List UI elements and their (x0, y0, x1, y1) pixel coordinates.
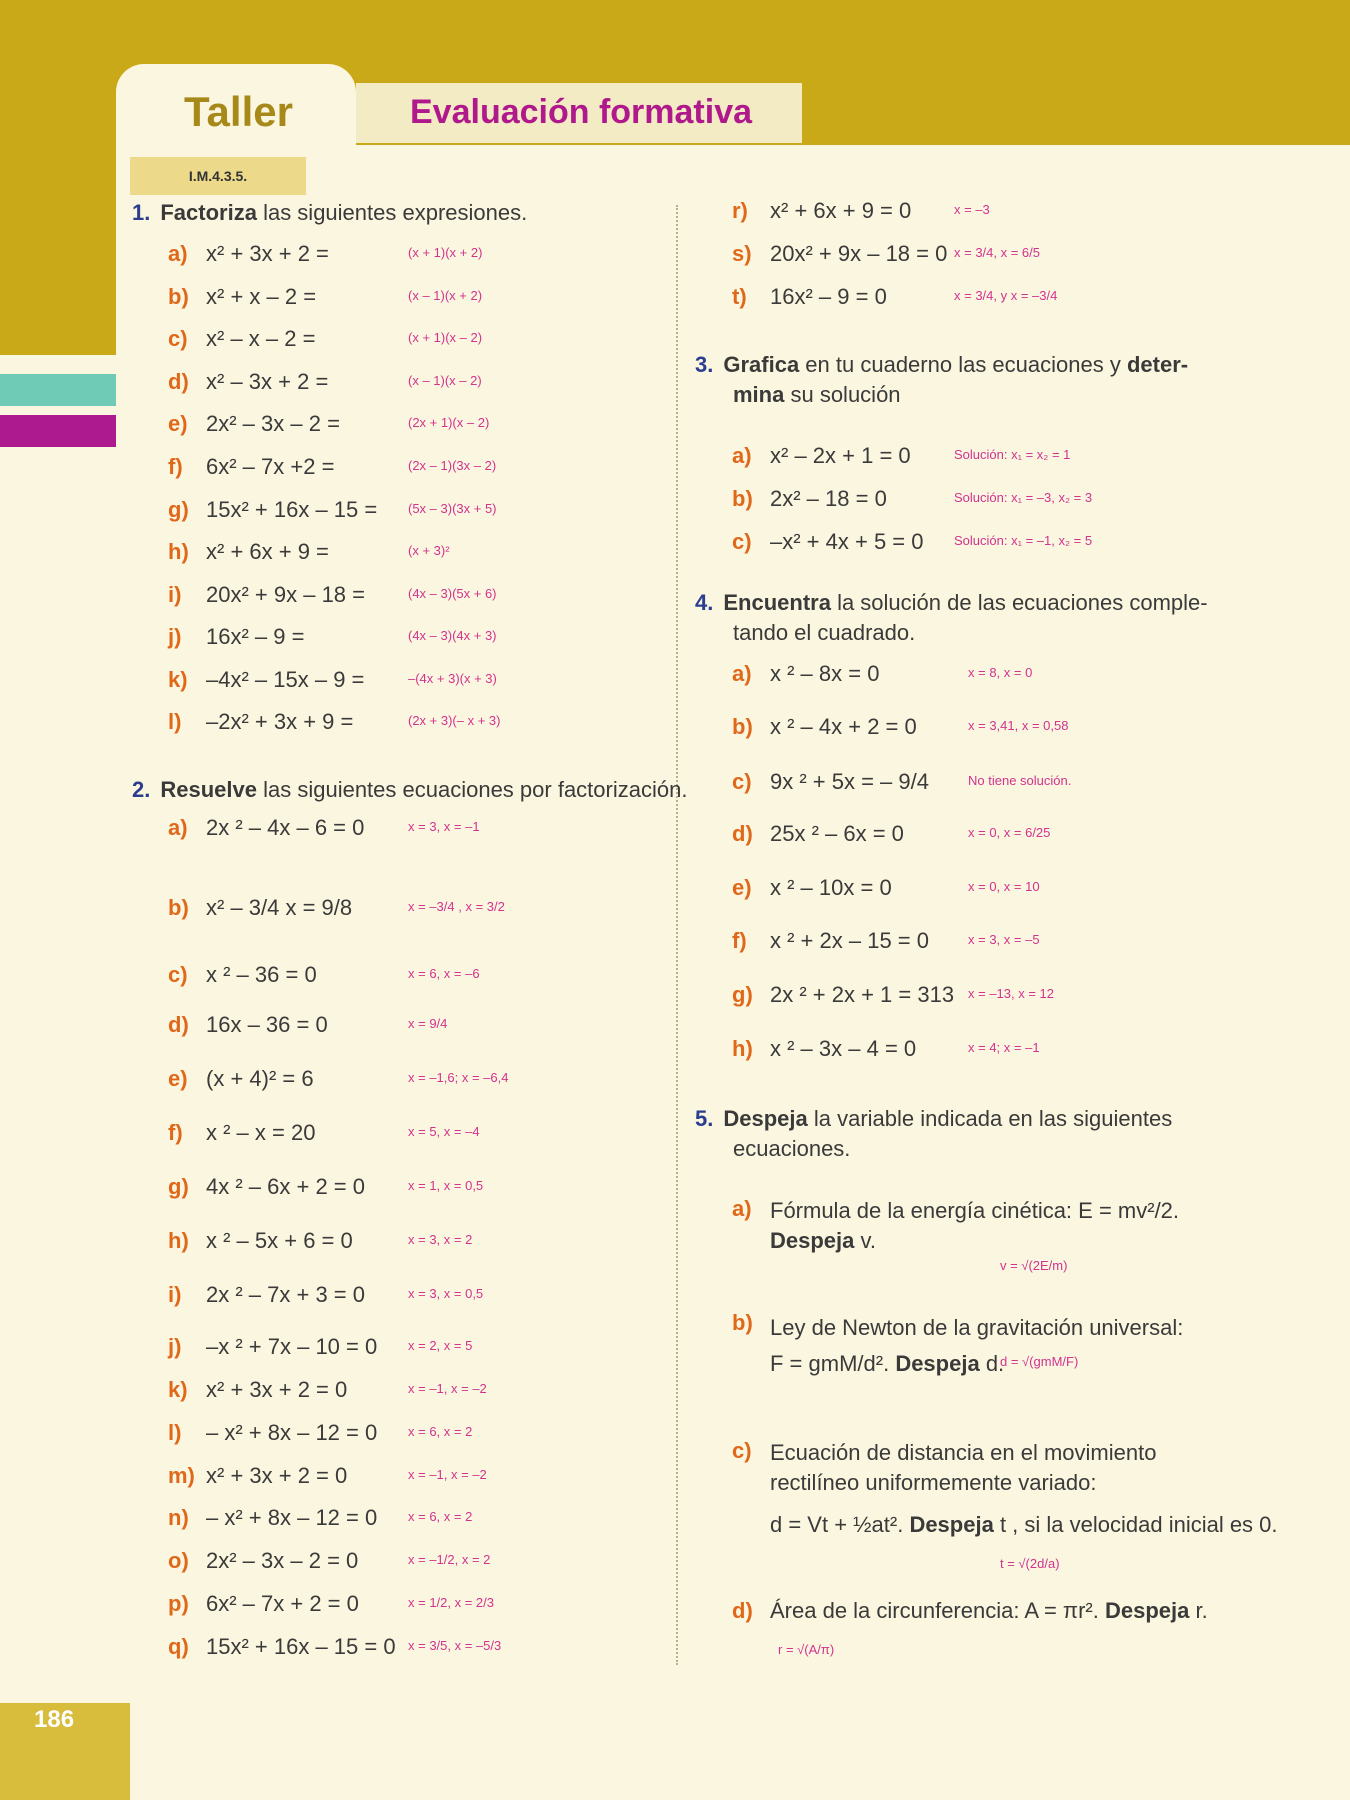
item-answer: (x + 3)² (408, 543, 450, 558)
item-expression: 16x² – 9 = 0 (770, 284, 887, 309)
item-expression: –4x² – 15x – 9 = (206, 667, 365, 692)
q4-number: 4. (695, 590, 714, 615)
item-answer: x = –13, x = 12 (968, 986, 1055, 1001)
item-expression: x² + 3x + 2 = 0 (206, 1377, 348, 1402)
item-label: b) (732, 486, 753, 511)
item-expression: x ² – 5x + 6 = 0 (206, 1228, 353, 1253)
item-expression: 16x² – 9 = (206, 624, 305, 649)
item-answer: x = 3, x = –1 (408, 819, 480, 834)
q5-text2: ecuaciones. (733, 1136, 851, 1161)
item-answer: x = –3/4 , x = 3/2 (408, 899, 505, 914)
q2-item (168, 962, 668, 998)
q1-text: las siguientes expresiones. (256, 200, 528, 225)
page-number: 186 (34, 1706, 75, 1733)
item-expression: 2x² – 3x – 2 = 0 (206, 1548, 359, 1573)
q5c-answer: t = √(2d/a) (1000, 1556, 1060, 1571)
item-label: k) (168, 1377, 188, 1402)
item-expression: 2x ² – 7x + 3 = 0 (206, 1282, 365, 1307)
item-label: d) (168, 369, 189, 394)
item-label: h) (732, 1036, 753, 1061)
q4-item (732, 821, 1232, 857)
item-expression: x² + 6x + 9 = (206, 539, 329, 564)
q2-item (168, 1334, 668, 1370)
item-answer: x = 3,41, x = 0,58 (968, 718, 1069, 733)
item-expression: x² + 3x + 2 = (206, 241, 329, 266)
item-label: r) (732, 198, 748, 223)
item-label: l) (168, 709, 182, 734)
item-expression: 16x – 36 = 0 (206, 1012, 328, 1037)
item-label: c) (732, 769, 752, 794)
item-label: e) (732, 875, 752, 900)
item-label: c) (168, 962, 188, 987)
item-answer: x = –1, x = –2 (408, 1467, 487, 1482)
item-answer: x = 6, x = 2 (408, 1509, 473, 1524)
q4-item (732, 1036, 1232, 1072)
item-expression: x ² – 10x = 0 (770, 875, 892, 900)
item-label: a) (732, 661, 752, 686)
q5c-text2: rectilíneo uniformemente variado: (770, 1470, 1097, 1495)
item-label: a) (732, 1196, 752, 1221)
item-answer: (x – 1)(x + 2) (408, 288, 483, 303)
q2-item (168, 1066, 668, 1102)
item-expression: 15x² + 16x – 15 = (206, 497, 378, 522)
q2-item (168, 1377, 668, 1413)
item-label: e) (168, 411, 188, 436)
item-label: b) (168, 284, 189, 309)
item-label: e) (168, 1066, 188, 1091)
item-answer: (x – 1)(x – 2) (408, 373, 482, 388)
q3-item (732, 443, 1232, 479)
item-label: q) (168, 1634, 189, 1659)
q5-text: la variable indicada en las siguientes (807, 1106, 1173, 1131)
item-answer: x = 3, x = 0,5 (408, 1286, 484, 1301)
q3-verb2: deter- (1126, 352, 1189, 377)
q2-item (168, 815, 668, 851)
q4-item (732, 875, 1232, 911)
skill-code: I.M.4.3.5. (130, 157, 306, 195)
item-label: j) (168, 624, 182, 649)
item-expression: 20x² + 9x – 18 = 0 (770, 241, 948, 266)
item-answer: x = 3/4, y x = –3/4 (954, 288, 1058, 303)
item-answer: x = 8, x = 0 (968, 665, 1033, 680)
q1-item (168, 454, 668, 490)
item-answer: Solución: x₁ = x₂ = 1 (954, 447, 1071, 462)
q2-item (168, 1548, 668, 1584)
item-label: g) (168, 497, 189, 522)
item-label: f) (168, 1120, 183, 1145)
item-expression: x² + x – 2 = (206, 284, 317, 309)
item-label: h) (168, 539, 189, 564)
item-answer: x = 9/4 (408, 1016, 448, 1031)
q4-text2: tando el cuadrado. (733, 620, 916, 645)
q4-item (732, 928, 1232, 964)
q5d-verb: Despeja (1104, 1598, 1190, 1623)
item-label: k) (168, 667, 188, 692)
item-expression: – x² + 8x – 12 = 0 (206, 1505, 378, 1530)
item-label: b) (168, 895, 189, 920)
item-label: f) (168, 454, 183, 479)
magenta-marker (0, 415, 116, 447)
q4-text: la solución de las ecuaciones comple- (830, 590, 1208, 615)
item-expression: 9x ² + 5x = – 9/4 (770, 769, 929, 794)
item-expression: 4x ² – 6x + 2 = 0 (206, 1174, 365, 1199)
item-answer: (x + 1)(x – 2) (408, 330, 483, 345)
item-answer: Solución: x₁ = –1, x₂ = 5 (954, 533, 1093, 548)
q4-heading (695, 588, 1235, 648)
item-answer: x = –3 (954, 202, 990, 217)
item-label: a) (168, 241, 188, 266)
item-expression: x² – x – 2 = (206, 326, 316, 351)
item-answer: x = 6, x = 2 (408, 1424, 473, 1439)
q1-item (168, 582, 668, 618)
item-expression: – x² + 8x – 12 = 0 (206, 1420, 378, 1445)
q3-item (732, 529, 1232, 565)
item-expression: 6x² – 7x +2 = (206, 454, 335, 479)
item-answer: x = 5, x = –4 (408, 1124, 480, 1139)
item-label: d) (732, 1598, 753, 1623)
item-expression: x² – 3x + 2 = (206, 369, 329, 394)
q5c-text: Ecuación de distancia en el movimiento (770, 1440, 1157, 1465)
item-answer: x = 2, x = 5 (408, 1338, 473, 1353)
q2-number: 2. (132, 777, 151, 802)
item-label: h) (168, 1228, 189, 1253)
q1-item (168, 411, 668, 447)
item-expression: x² + 3x + 2 = 0 (206, 1463, 348, 1488)
q2-item (168, 1174, 668, 1210)
q1-number: 1. (132, 200, 151, 225)
left-band (0, 145, 116, 355)
item-answer: x = 3/4, x = 6/5 (954, 245, 1040, 260)
item-answer: (2x + 1)(x – 2) (408, 415, 490, 430)
item-expression: x ² – x = 20 (206, 1120, 316, 1145)
item-expression: x² + 6x + 9 = 0 (770, 198, 912, 223)
q1-item (168, 284, 668, 320)
q5a-formula: E = mv²/2. (1078, 1198, 1180, 1223)
q5a-text: Fórmula de la energía cinética: (770, 1198, 1079, 1223)
item-expression: x ² – 3x – 4 = 0 (770, 1036, 917, 1061)
column-divider (676, 205, 678, 1665)
item-answer: No tiene solución. (968, 773, 1072, 788)
q5b-text: Ley de Newton de la gravitación universal: (770, 1315, 1184, 1340)
item-expression: x ² – 36 = 0 (206, 962, 317, 987)
q4-item (732, 982, 1232, 1018)
item-answer: (x + 1)(x + 2) (408, 245, 483, 260)
item-label: l) (168, 1420, 182, 1445)
q1-item (168, 624, 668, 660)
q5-verb: Despeja (723, 1106, 808, 1131)
q5b-verb: Despeja (895, 1351, 980, 1376)
taller-label: Taller (184, 88, 293, 135)
q2-item (732, 284, 1232, 320)
q2-text: las siguientes ecuaciones por factorización. (256, 777, 688, 802)
q2-heading (132, 775, 687, 805)
item-expression: 2x² – 18 = 0 (770, 486, 887, 511)
item-expression: 2x² – 3x – 2 = (206, 411, 340, 436)
q2-item (732, 241, 1232, 277)
q2-item (168, 1420, 668, 1456)
item-answer: x = 3, x = –5 (968, 932, 1040, 947)
q1-heading (132, 198, 527, 228)
item-expression: –x² + 4x + 5 = 0 (770, 529, 924, 554)
q5-item-c (732, 1438, 1278, 1571)
q5a-var: v. (854, 1228, 876, 1253)
item-label: c) (168, 326, 188, 351)
item-expression: x² – 3/4 x = 9/8 (206, 895, 353, 920)
q5b-formula: F = gmM/d². (770, 1351, 890, 1376)
q4-item (732, 769, 1232, 805)
item-label: a) (732, 443, 752, 468)
item-label: c) (732, 529, 752, 554)
q3-text2: su solución (784, 382, 901, 407)
q4-item (732, 661, 1232, 697)
q3-number: 3. (695, 352, 714, 377)
item-expression: x ² – 8x = 0 (770, 661, 880, 686)
item-answer: x = 0, x = 6/25 (968, 825, 1051, 840)
q1-item (168, 369, 668, 405)
item-label: t) (732, 284, 747, 309)
item-answer: (4x – 3)(5x + 6) (408, 586, 497, 601)
q5-number: 5. (695, 1106, 714, 1131)
item-expression: x ² – 4x + 2 = 0 (770, 714, 917, 739)
q1-item (168, 326, 668, 362)
teal-marker (0, 374, 116, 406)
item-label: c) (732, 1438, 752, 1463)
q2-item (168, 1463, 668, 1499)
item-label: a) (168, 815, 188, 840)
item-answer: x = 3/5, x = –5/3 (408, 1638, 502, 1653)
item-answer: (4x – 3)(4x + 3) (408, 628, 497, 643)
item-answer: (2x + 3)(– x + 3) (408, 713, 501, 728)
item-label: b) (732, 714, 753, 739)
item-label: j) (168, 1334, 182, 1359)
item-label: d) (168, 1012, 189, 1037)
item-expression: x² – 2x + 1 = 0 (770, 443, 911, 468)
item-label: i) (168, 1282, 182, 1307)
q1-item (168, 667, 668, 703)
q5-item-d (732, 1598, 1252, 1668)
item-expression: x ² + 2x – 15 = 0 (770, 928, 929, 953)
item-answer: x = –1/2, x = 2 (408, 1552, 491, 1567)
q5-item-a (732, 1196, 1252, 1286)
item-label: m) (168, 1463, 195, 1488)
item-label: d) (732, 821, 753, 846)
q2-item (168, 1591, 668, 1627)
q2-item (168, 1012, 668, 1048)
q3-verb: Grafica (723, 352, 800, 377)
item-label: g) (168, 1174, 189, 1199)
item-answer: (5x – 3)(3x + 5) (408, 501, 497, 516)
q5c-formula: d = Vt + ½at². (770, 1512, 904, 1537)
item-expression: 20x² + 9x – 18 = (206, 582, 365, 607)
q3-verb2b: mina (733, 382, 785, 407)
q5d-var: r. (1189, 1598, 1208, 1623)
q5b-answer: d = √(gmM/F) (1000, 1354, 1079, 1369)
item-answer: x = 3, x = 2 (408, 1232, 473, 1247)
item-answer: x = 6, x = –6 (408, 966, 480, 981)
q2-item (168, 1634, 668, 1670)
q4-verb: Encuentra (723, 590, 831, 615)
q5a-verb: Despeja (770, 1228, 855, 1253)
q3-heading (695, 350, 1225, 410)
item-expression: 25x ² – 6x = 0 (770, 821, 904, 846)
item-answer: x = 1, x = 0,5 (408, 1178, 484, 1193)
q5-heading (695, 1104, 1235, 1164)
item-answer: –(4x + 3)(x + 3) (408, 671, 497, 686)
item-answer: (2x – 1)(3x – 2) (408, 458, 497, 473)
q1-item (168, 241, 668, 277)
item-label: p) (168, 1591, 189, 1616)
item-label: f) (732, 928, 747, 953)
q2-item (732, 198, 1232, 234)
q2-item (168, 1228, 668, 1264)
q4-item (732, 714, 1232, 750)
item-answer: x = –1, x = –2 (408, 1381, 487, 1396)
q2-item (168, 1120, 668, 1156)
q2-item (168, 1282, 668, 1318)
q3-item (732, 486, 1232, 522)
item-expression: 2x ² – 4x – 6 = 0 (206, 815, 365, 840)
item-expression: (x + 4)² = 6 (206, 1066, 314, 1091)
item-label: g) (732, 982, 753, 1007)
page-title: Evaluación formativa (410, 93, 753, 131)
item-answer: x = –1,6; x = –6,4 (408, 1070, 509, 1085)
q1-item (168, 539, 668, 575)
q5d-answer: r = √(A/π) (778, 1642, 835, 1657)
item-label: s) (732, 241, 752, 266)
q5b-var: d. (979, 1351, 1005, 1376)
item-expression: 2x ² + 2x + 1 = 313 (770, 982, 955, 1007)
item-expression: 15x² + 16x – 15 = 0 (206, 1634, 396, 1659)
item-answer: x = 4; x = –1 (968, 1040, 1040, 1055)
item-label: o) (168, 1548, 189, 1573)
q5d-text: Área de la circunferencia: (770, 1598, 1025, 1623)
q5-item-b (732, 1310, 1252, 1410)
item-answer: Solución: x₁ = –3, x₂ = 3 (954, 490, 1093, 505)
item-answer: x = 0, x = 10 (968, 879, 1040, 894)
q2-item (168, 1505, 668, 1541)
q2-item (168, 895, 668, 931)
item-expression: –x ² + 7x – 10 = 0 (206, 1334, 378, 1359)
item-answer: x = 1/2, x = 2/3 (408, 1595, 494, 1610)
q5d-formula: A = πr². (1024, 1598, 1099, 1623)
q5c-verb: Despeja (909, 1512, 994, 1537)
q5a-answer: v = √(2E/m) (1000, 1258, 1068, 1273)
q1-item (168, 497, 668, 533)
item-label: n) (168, 1505, 189, 1530)
item-expression: –2x² + 3x + 9 = (206, 709, 354, 734)
item-label: i) (168, 582, 182, 607)
q2-verb: Resuelve (160, 777, 257, 802)
q3-text: en tu cuaderno las ecuaciones y (799, 352, 1127, 377)
q1-item (168, 709, 668, 745)
item-label: b) (732, 1310, 753, 1335)
q1-verb: Factoriza (160, 200, 257, 225)
q5c-var: t , si la velocidad inicial es 0. (993, 1512, 1278, 1537)
item-expression: 6x² – 7x + 2 = 0 (206, 1591, 359, 1616)
